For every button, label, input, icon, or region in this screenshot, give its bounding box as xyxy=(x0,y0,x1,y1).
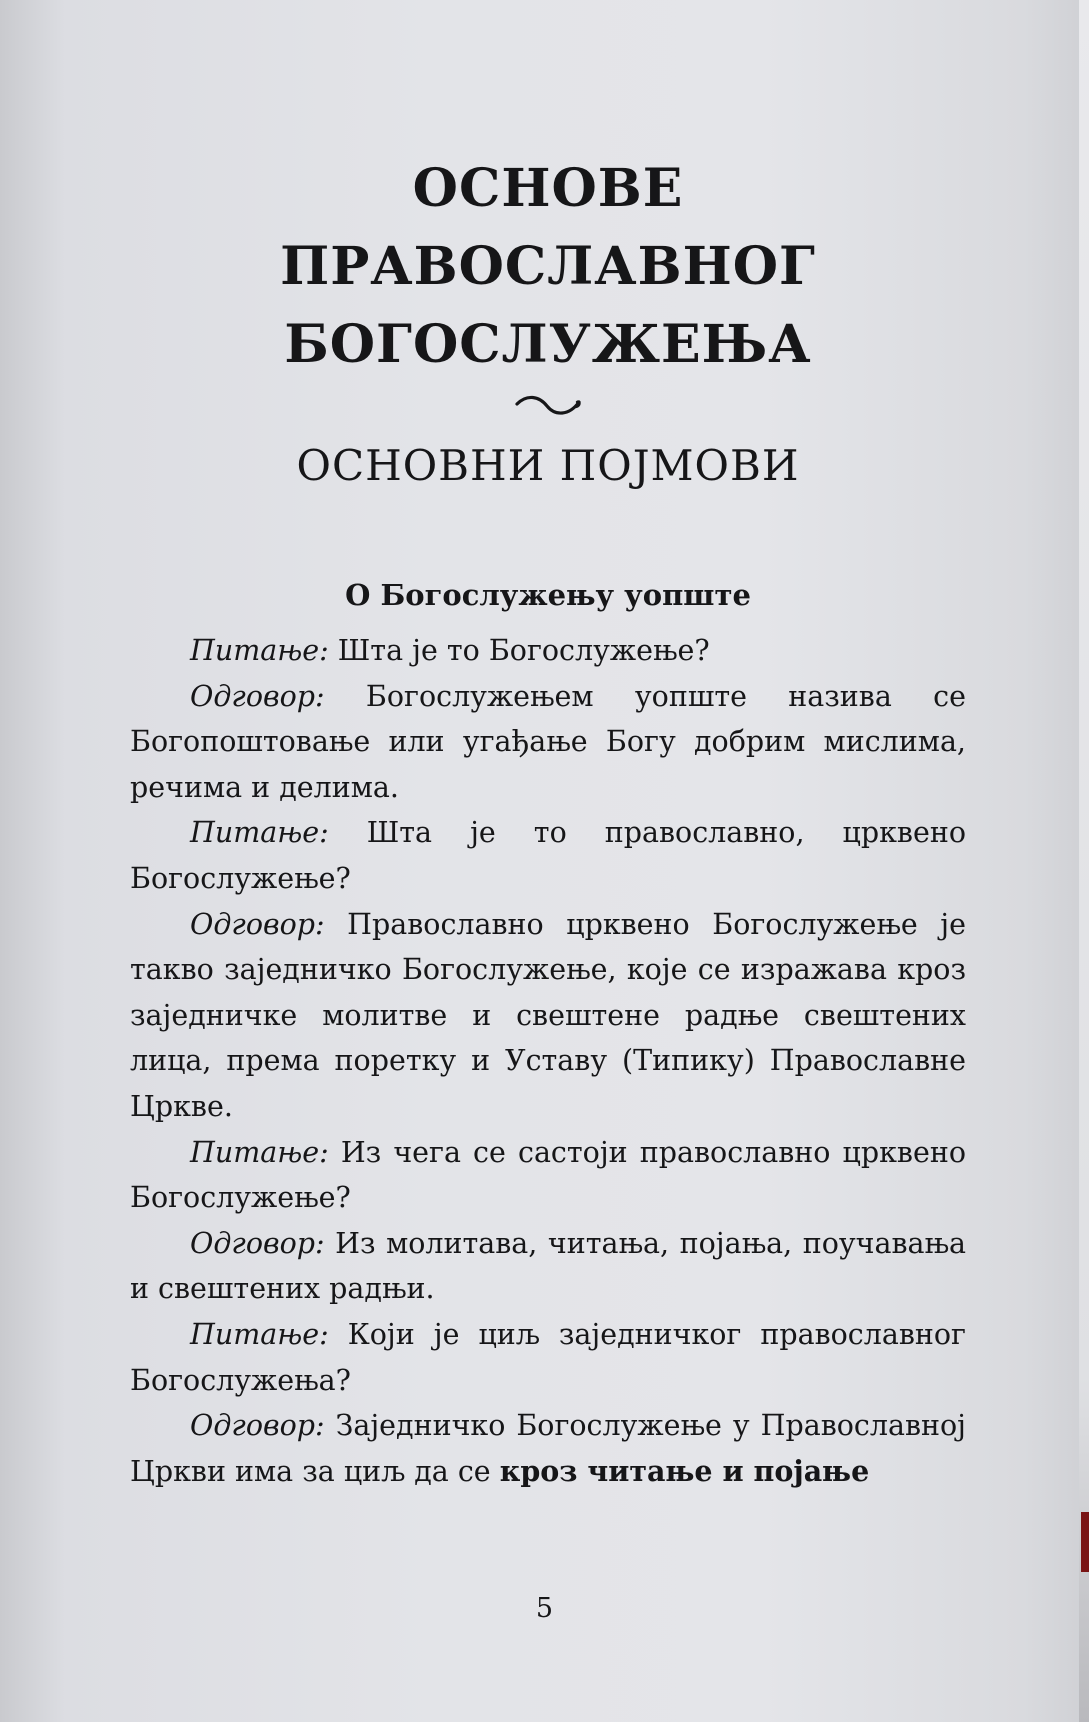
page-content xyxy=(130,150,966,1494)
page-number: 5 xyxy=(535,1593,554,1624)
answer-text: Православно црквено Богослужење је такво заједничко Богослужење, које се изражава кроз заједничке молитве и свештене радње свештених лица, према поретку и Уставу (Типику) Православне Цркве. xyxy=(130,907,966,1123)
question-label: Питање: xyxy=(190,816,329,850)
section-heading: О Богослужењу уопште xyxy=(345,578,751,612)
answer-paragraph xyxy=(130,1403,966,1494)
answer-label: Одговор: xyxy=(190,1409,325,1443)
question-text: Шта је то православно, црквено Богослужење? xyxy=(130,816,966,895)
chapter-title-line-3: БОГОСЛУЖЕЊА xyxy=(284,314,812,375)
question-label: Питање: xyxy=(190,634,329,667)
answer-text: Богослужењем уопште назива се Богопоштовање или угађање Богу добрим мислима, речима и делима. xyxy=(130,679,966,804)
chapter-subtitle: ОСНОВНИ ПОЈМОВИ xyxy=(296,441,800,490)
question-answer-list xyxy=(130,628,966,1494)
question-text: Који је циљ заједничког православног Богослужења? xyxy=(130,1317,966,1397)
answer-text: Заједничко Богослужење у Православној Цркви има за циљ да се xyxy=(130,1409,966,1488)
answer-label: Одговор: xyxy=(190,1226,325,1260)
question-label: Питање: xyxy=(190,1135,329,1169)
answer-paragraph xyxy=(130,1221,966,1312)
chapter-title xyxy=(130,150,966,384)
tilde-swash-ornament-icon xyxy=(130,392,966,432)
question-paragraph xyxy=(130,1312,966,1403)
question-paragraph xyxy=(130,810,966,901)
answer-label: Одговор: xyxy=(190,907,325,941)
question-paragraph xyxy=(130,628,966,674)
question-text: Шта је то Богослужење? xyxy=(328,634,710,667)
chapter-title-line-1: ОСНОВЕ xyxy=(412,158,684,219)
answer-paragraph xyxy=(130,902,966,1130)
page-edge xyxy=(1079,0,1089,1722)
answer-paragraph xyxy=(130,674,966,811)
answer-bold-text: кроз читање и појање xyxy=(499,1453,870,1488)
question-label: Питање: xyxy=(190,1317,329,1351)
question-text: Из чега се састоји православно црквено Богослужење? xyxy=(130,1135,966,1215)
answer-label: Одговор: xyxy=(190,679,325,713)
answer-text: Из молитава, читања, појања, поучавања и свештених радњи. xyxy=(130,1226,966,1306)
question-paragraph xyxy=(130,1130,966,1221)
chapter-title-line-2: ПРАВОСЛАВНОГ xyxy=(280,236,816,297)
red-corner-mark xyxy=(1081,1512,1089,1572)
